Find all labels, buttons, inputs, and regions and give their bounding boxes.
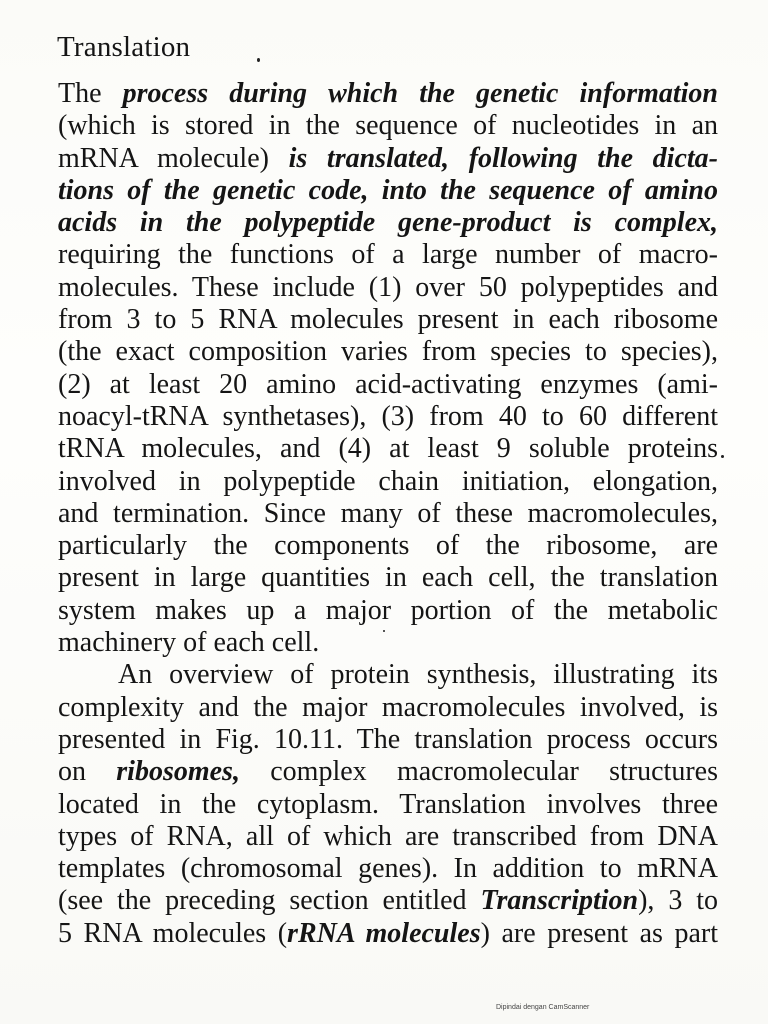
emphasized-text: is translated, following the dicta-: [288, 142, 718, 174]
text-line: [58, 627, 718, 659]
scan-speck: [383, 630, 385, 632]
text-line: [58, 401, 718, 433]
text-line: [58, 175, 718, 207]
text-line: [58, 239, 718, 271]
emphasized-text: process during which the genetic information: [122, 78, 719, 109]
text-line: [58, 336, 718, 368]
text-segment: mRNA molecule): [58, 142, 289, 174]
text-segment: ), 3 to: [638, 885, 719, 917]
body-text: [58, 78, 718, 950]
scanner-watermark: Dipindai dengan CamScanner: [496, 1004, 590, 1011]
text-line: [58, 272, 718, 304]
text-segment: The: [58, 78, 123, 109]
emphasized-text: tions of the genetic code, into the sequence of amino: [58, 174, 718, 206]
text-line: [58, 724, 718, 756]
text-segment: tRNA molecules, and (4) at least 9 soluble proteins: [58, 433, 718, 465]
text-segment: on: [58, 756, 117, 788]
text-line: [58, 433, 718, 465]
text-segment: system makes up a major portion of the metabolic: [58, 594, 718, 626]
text-line: [58, 692, 718, 724]
text-line: [58, 207, 718, 239]
text-segment: molecules. These include (1) over 50 polypeptides and: [58, 271, 718, 303]
text-segment: and termination. Since many of these macromolecules,: [58, 497, 718, 529]
text-segment: 5 RNA molecules (: [58, 917, 288, 949]
text-line: [58, 789, 718, 821]
text-segment: present in large quantities in each cell, the translation: [58, 562, 718, 594]
paragraph-1: [58, 78, 718, 659]
text-segment: located in the cytoplasm. Translation involves three: [58, 788, 718, 820]
text-segment: complexity and the major macromolecules involved, is: [58, 691, 718, 723]
text-line: [58, 821, 718, 853]
emphasized-text: rRNA molecules: [287, 917, 481, 949]
text-segment: from 3 to 5 RNA molecules present in each ribosome: [58, 304, 718, 336]
scan-speck: [721, 455, 724, 458]
text-line: [58, 466, 718, 498]
text-line: [58, 562, 718, 594]
text-line: [58, 756, 718, 788]
text-segment: noacyl-tRNA synthetases), (3) from 40 to 60 different: [58, 400, 718, 432]
text-segment: (the exact composition varies from species to species),: [58, 336, 718, 368]
text-line: [58, 659, 718, 691]
text-segment: requiring the functions of a large number of macro-: [58, 239, 718, 271]
text-line: [58, 498, 718, 530]
text-line: [58, 369, 718, 401]
text-line: [58, 853, 718, 885]
emphasized-text: Transcription: [480, 885, 639, 917]
paragraph-2: [58, 659, 718, 950]
text-segment: (see the preceding section entitled: [58, 885, 481, 917]
text-line: [58, 143, 718, 175]
text-line: [58, 885, 718, 917]
text-segment: particularly the components of the ribosome, are: [58, 530, 718, 562]
text-line: [58, 530, 718, 562]
text-segment: ) are present as part: [480, 917, 718, 949]
text-line: [58, 595, 718, 627]
section-heading: Translation: [57, 31, 191, 63]
text-segment: (2) at least 20 amino acid-activating enzymes (ami-: [58, 368, 718, 400]
text-line: [58, 110, 718, 142]
text-segment: An overview of protein synthesis, illustrating its: [118, 659, 718, 691]
text-segment: (which is stored in the sequence of nucleotides in an: [58, 110, 718, 142]
text-line: [58, 304, 718, 336]
text-line: [58, 918, 718, 950]
text-segment: complex macromolecular structures: [239, 756, 718, 788]
text-segment: involved in polypeptide chain initiation, elongation,: [58, 465, 718, 497]
scan-speck: [257, 58, 260, 62]
emphasized-text: ribosomes,: [116, 756, 240, 788]
text-segment: types of RNA, all of which are transcribed from DNA: [58, 820, 718, 852]
text-segment: presented in Fig. 10.11. The translation process occurs: [58, 723, 718, 755]
text-segment: machinery of each cell.: [58, 627, 320, 659]
text-segment: templates (chromosomal genes). In addition to mRNA: [58, 853, 718, 885]
text-line: [58, 78, 718, 110]
emphasized-text: acids in the polypeptide gene-product is complex,: [58, 207, 718, 239]
